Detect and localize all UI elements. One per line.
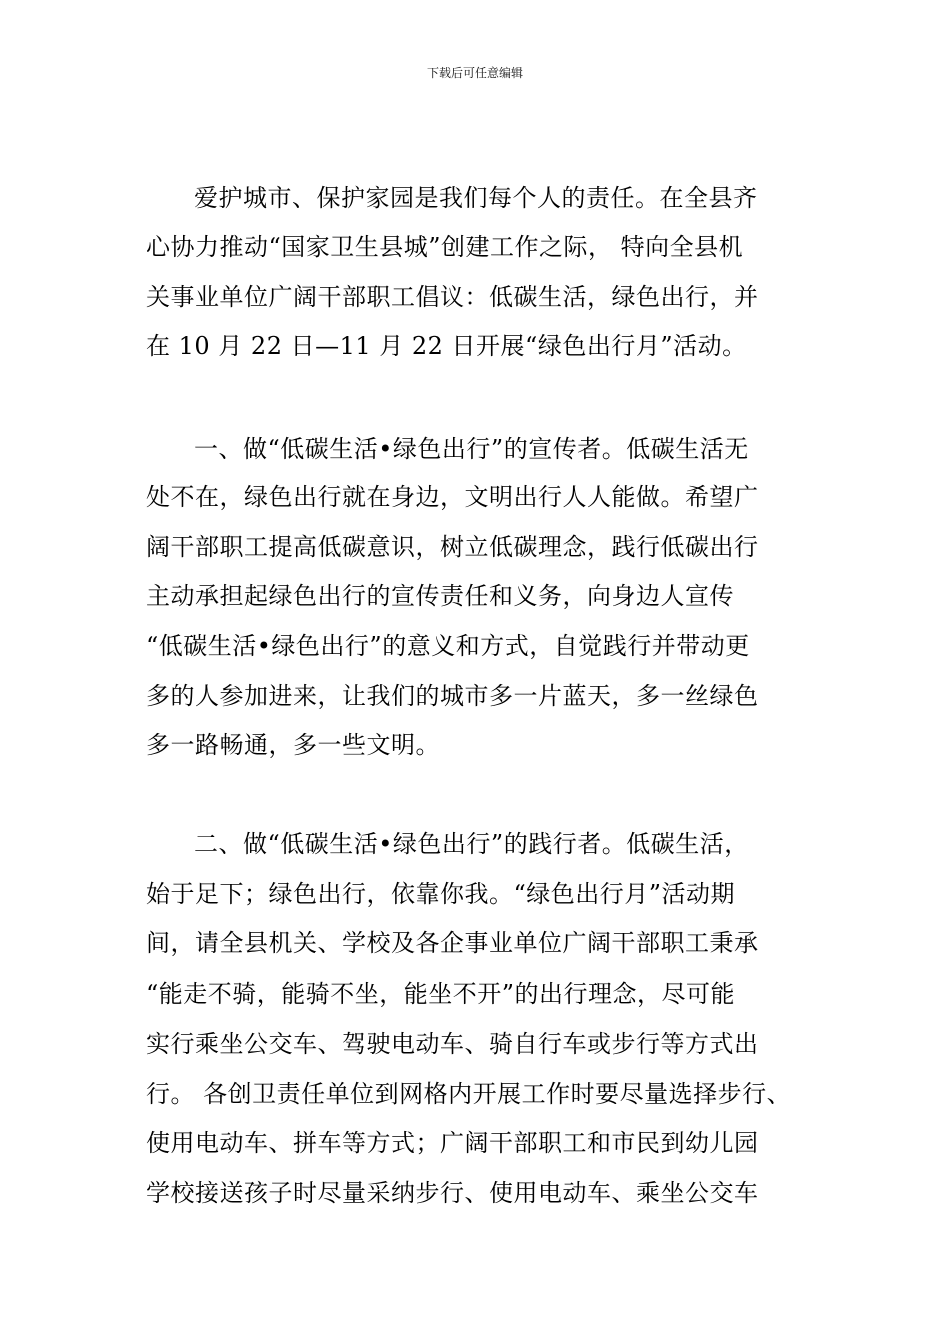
paragraph-3-line-7: 使用电动车、拼车等方式；广阔干部职工和市民到幼儿园 [146,1129,759,1157]
header-note: 下载后可任意编辑 [426,66,523,80]
paragraph-3-line-3: 间，请全县机关、学校及各企事业单位广阔干部职工秉承 [146,929,759,957]
paragraph-3-line-8: 学校接送孩子时尽量采纳步行、使用电动车、乘坐公交车 [146,1179,759,1207]
paragraph-1-line-2: 心协力推动“国家卫生县城”创建工作之际， 特向全县机 [146,233,744,261]
paragraph-2-line-6: 多的人参加进来，让我们的城市多一片蓝天，多一丝绿色 [146,682,759,710]
paragraph-3-line-2: 始于足下；绿色出行，依靠你我。“绿色出行月”活动期 [146,880,736,908]
paragraph-1-line-3: 关事业单位广阔干部职工倡议：低碳生活，绿色出行，并 [146,283,759,311]
paragraph-2-line-2: 处不在，绿色出行就在身边，文明出行人人能做。希望广 [146,483,759,511]
paragraph-3-line-6: 行。 各创卫责任单位到网格内开展工作时要尽量选择步行、 [146,1080,792,1108]
paragraph-1-line-1: 爱护城市、保护家园是我们每个人的责任。在全县齐 [194,184,758,212]
paragraph-1-line-4: 在 10 月 22 日—11 月 22 日开展“绿色出行月”活动。 [146,332,747,360]
paragraph-3-line-1: 二、做“低碳生活•绿色出行”的践行者。低碳生活， [194,830,749,858]
paragraph-3-line-4: “能走不骑，能骑不坐，能坐不开”的出行理念，尽可能 [146,980,736,1008]
paragraph-2-line-3: 阔干部职工提高低碳意识，树立低碳理念，践行低碳出行 [146,533,759,561]
paragraph-2-line-4: 主动承担起绿色出行的宣传责任和义务，向身边人宣传 [146,582,734,610]
paragraph-2-line-1: 一、做“低碳生活•绿色出行”的宣传者。低碳生活无 [194,435,749,463]
paragraph-2-line-7: 多一路畅通，多一些文明。 [146,731,440,759]
paragraph-2-line-5: “低碳生活•绿色出行”的意义和方式，自觉践行并带动更 [146,632,750,660]
paragraph-3-line-5: 实行乘坐公交车、驾驶电动车、骑自行车或步行等方式出 [146,1030,759,1058]
